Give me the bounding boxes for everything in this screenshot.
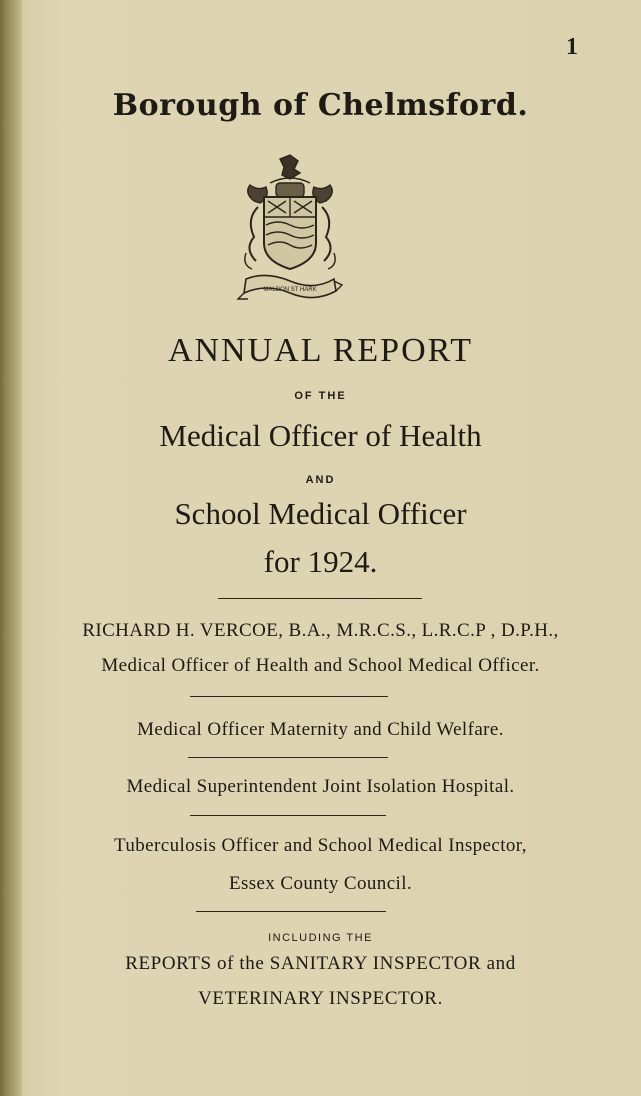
report-year: for 1924.: [263, 544, 378, 579]
author-role: Essex County Council.: [228, 873, 413, 894]
page-number: 1: [566, 34, 578, 60]
divider: [190, 815, 386, 816]
school-medical-officer-heading: School Medical Officer: [174, 496, 467, 531]
author-name: RICHARD H. VERCOE, B.A., M.R.C.S., L.R.C.P , D.P.H.,: [82, 620, 559, 641]
borough-heading: Borough of Chelmsford.: [112, 88, 529, 123]
author-role: Tuberculosis Officer and School Medical Inspector,: [114, 835, 527, 856]
report-title: ANNUAL REPORT: [167, 332, 474, 369]
divider: [188, 757, 388, 758]
medical-officer-heading: Medical Officer of Health: [159, 418, 482, 453]
reports-line: REPORTS of the SANITARY INSPECTOR and: [125, 953, 516, 974]
of-the-text: OF THE: [294, 390, 347, 402]
divider: [196, 911, 386, 912]
author-role: Medical Superintendent Joint Isolation Hospital.: [126, 776, 515, 797]
coat-of-arms-icon: [236, 153, 344, 308]
author-role: Medical Officer Maternity and Child Welfare.: [137, 719, 504, 740]
including-text: INCLUDING THE: [268, 932, 373, 944]
author-role: Medical Officer of Health and School Medical Officer.: [101, 655, 540, 676]
and-text: AND: [305, 474, 336, 486]
reports-line: VETERINARY INSPECTOR.: [198, 988, 443, 1009]
crest-motto: MALDON ST HARK: [263, 287, 317, 293]
divider: [190, 696, 388, 697]
divider: [218, 598, 422, 599]
